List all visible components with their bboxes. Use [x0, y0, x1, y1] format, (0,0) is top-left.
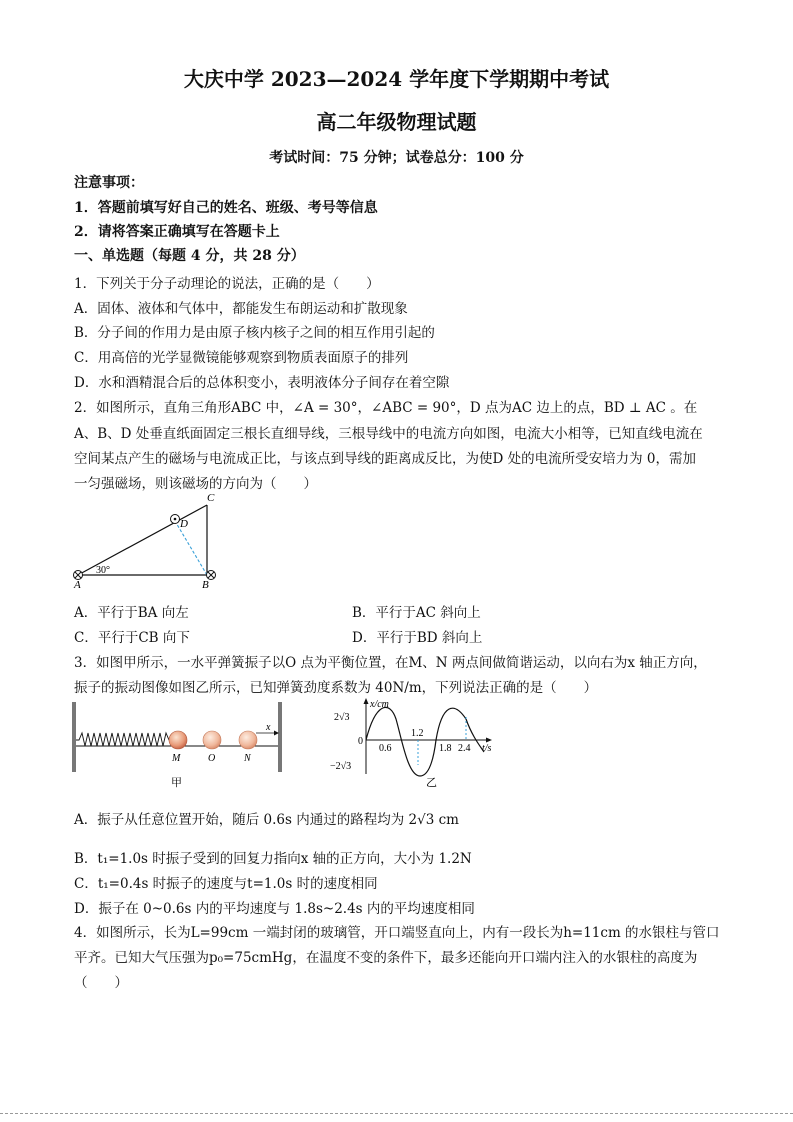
origin-label: 0: [358, 736, 363, 747]
exam-title: 大庆中学 2023—2024 学年度下学期期中考试: [183, 67, 610, 91]
left-wall: [72, 702, 76, 772]
q3-spring-oscillator-figure: [70, 700, 290, 792]
q2-option-b: B．平行于AC 斜向上: [352, 605, 481, 621]
label-d: D: [180, 518, 188, 530]
q2-stem-line-1: 2．如图所示，直角三角形ABC 中，∠A = 30°，∠ABC = 90°，D 点为AC 边上的点，BD ⊥ AC 。在: [74, 400, 698, 416]
q3-option-a: A．振子从任意位置开始，随后 0.6s 内通过的路程均为 2√3 cm: [74, 812, 459, 828]
q3-vibration-graph: [330, 696, 510, 792]
label-n: N: [244, 753, 251, 764]
exam-info: 考试时间：75 分钟；试卷总分：100 分: [269, 150, 524, 166]
y-max-label: 2√3: [334, 712, 350, 723]
page-bottom-rule: [0, 1113, 793, 1114]
t-label-1-2: 1.2: [411, 728, 424, 739]
q2-stem-line-4: 一匀强磁场，则该磁场的方向为（ ）: [74, 476, 317, 492]
y-axis-label: x/cm: [370, 699, 389, 710]
q1-option-a: A．固体、液体和气体中，都能发生布朗运动和扩散现象: [74, 301, 408, 317]
q3-option-b: B．t₁=1.0s 时振子受到的回复力指向x 轴的正方向，大小为 1.2N: [74, 851, 472, 867]
right-wall: [278, 702, 282, 772]
spring: [76, 733, 173, 746]
ball-o: [203, 731, 221, 749]
q1-option-c: C．用高倍的光学显微镜能够观察到物质表面原子的排列: [74, 350, 409, 366]
t-axis-label: t/s: [482, 743, 492, 754]
q2-triangle-figure: [66, 490, 226, 592]
q2-option-a: A．平行于BA 向左: [74, 605, 189, 621]
y-min-label: −2√3: [330, 761, 352, 772]
t-label-0-6: 0.6: [379, 743, 392, 754]
q1-stem: 1．下列关于分子动理论的说法，正确的是（ ）: [74, 276, 380, 292]
q1-option-d: D．水和酒精混合后的总体积变小，表明液体分子间存在着空隙: [74, 375, 450, 391]
q3-option-d: D．振子在 0~0.6s 内的平均速度与 1.8s~2.4s 内的平均速度相同: [74, 901, 475, 917]
current-out-of-page-icon-d: [171, 515, 180, 524]
q4-stem-line-1: 4．如图所示，长为L=99cm 一端封闭的玻璃管，开口端竖直向上，内有一段长为h=11cm 的水银柱与管口: [74, 925, 720, 941]
q3-stem-line-2: 振子的振动图像如图乙所示，已知弹簧劲度系数为 40N/m，下列说法正确的是（ ）: [74, 680, 598, 696]
q1-option-b: B．分子间的作用力是由原子核内核子之间的相互作用引起的: [74, 325, 435, 341]
ball-n: [239, 731, 257, 749]
q2-option-d: D．平行于BD 斜向上: [352, 630, 483, 646]
label-o: O: [208, 753, 216, 764]
q2-stem-line-2: A、B、D 处垂直纸面固定三根长直细导线，三根导线中的电流方向如图，电流大小相等，已知直线电流在: [74, 426, 703, 442]
t-label-2-4: 2.4: [458, 743, 471, 754]
label-x: x: [266, 722, 271, 733]
q4-stem-line-3: （ ）: [74, 975, 128, 991]
q3-option-c: C．t₁=0.4s 时振子的速度与t=1.0s 时的速度相同: [74, 876, 378, 892]
q2-stem-line-3: 空间某点产生的磁场与电流成正比，与该点到导线的距离成反比，为使D 处的电流所受安培力为 0，需加: [74, 451, 696, 467]
t-label-1-8: 1.8: [439, 743, 452, 754]
label-c: C: [207, 492, 215, 504]
q2-option-c: C．平行于CB 向下: [74, 630, 190, 646]
notes-heading: 注意事项：: [74, 175, 144, 191]
label-a: A: [74, 579, 81, 591]
q3-stem-line-1: 3．如图甲所示，一水平弹簧振子以O 点为平衡位置，在M、N 两点间做简谐运动，以向右为x 轴正方向，: [74, 655, 707, 671]
q4-stem-line-2: 平齐。已知大气压强为p₀=75cmHg，在温度不变的条件下，最多还能向开口端内注入的水银柱的高度为: [74, 950, 698, 966]
angle-label: 30°: [96, 565, 110, 576]
caption-jia: 甲: [171, 777, 182, 789]
label-m: M: [172, 753, 181, 764]
ball-m: [169, 731, 187, 749]
section-heading: 一、单选题（每题 4 分，共 28 分）: [74, 248, 305, 264]
caption-yi: 乙: [426, 777, 437, 789]
note-item-1: 1．答题前填写好自己的姓名、班级、考号等信息: [74, 200, 378, 216]
exam-subtitle: 高二年级物理试题: [316, 110, 477, 134]
label-b: B: [202, 579, 209, 591]
note-item-2: 2．请将答案正确填写在答题卡上: [74, 224, 280, 240]
